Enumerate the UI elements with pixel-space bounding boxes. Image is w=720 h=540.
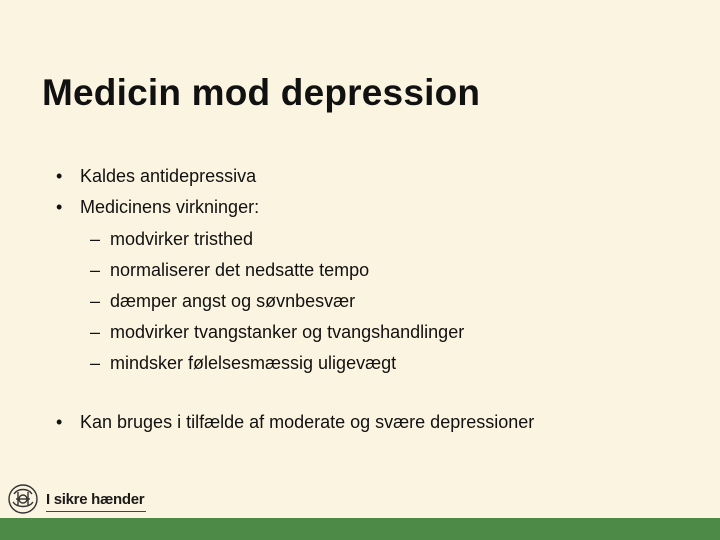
sub-bullet-marker: – <box>90 353 101 373</box>
sub-bullet-text: mindsker følelsesmæssig uligevægt <box>110 353 397 373</box>
sub-bullet-text: normaliserer det nedsatte tempo <box>110 260 370 280</box>
sub-bullet-marker: – <box>90 291 101 311</box>
bullet-text: Medicinens virkninger: <box>80 197 260 217</box>
logo-underline <box>46 511 146 512</box>
bullet-marker: • <box>56 166 63 186</box>
footer-bar <box>0 518 720 540</box>
sub-bullet-text: modvirker tristhed <box>110 229 254 249</box>
bullet-marker: • <box>56 412 63 432</box>
logo-text: I sikre hænder <box>46 491 145 508</box>
sub-bullet-marker: – <box>90 229 101 249</box>
sub-bullet-text: modvirker tvangstanker og tvangshandlinger <box>110 322 465 342</box>
sub-bullet-marker: – <box>90 322 101 342</box>
sub-bullet-text: dæmper angst og søvnbesvær <box>110 291 356 311</box>
logo-emblem-icon <box>6 482 40 516</box>
bullet-text: Kaldes antidepressiva <box>80 166 257 186</box>
sub-bullet-marker: – <box>90 260 101 280</box>
bullet-text: Kan bruges i tilfælde af moderate og svære depressioner <box>80 412 535 432</box>
bullet-marker: • <box>56 197 63 217</box>
footer-logo <box>6 482 156 518</box>
slide-title: Medicin mod depression <box>42 72 481 113</box>
